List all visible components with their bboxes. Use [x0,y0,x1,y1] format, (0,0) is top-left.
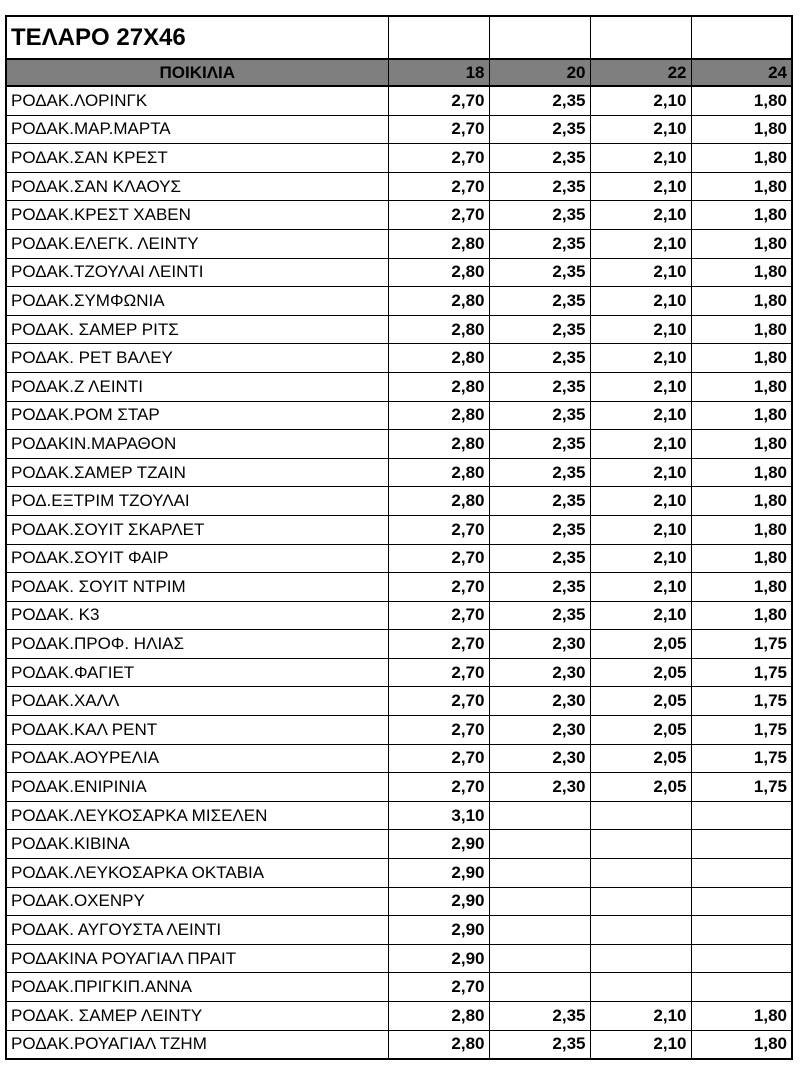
price-cell[interactable]: 2,70 [388,773,489,802]
table-row [6,773,792,802]
price-cell[interactable]: 2,70 [388,544,489,573]
price-cell[interactable]: 1,80 [691,487,792,516]
table-row [6,172,792,201]
table-row [6,401,792,430]
price-cell[interactable]: 2,35 [489,172,590,201]
price-cell[interactable]: 1,80 [691,287,792,316]
price-cell[interactable]: 2,80 [388,258,489,287]
variety-name-cell[interactable]: ΡΟΔΑΚ.ΣΑΜΕΡ ΤΖΑΙΝ [6,458,388,487]
price-cell[interactable]: 2,80 [388,1002,489,1031]
price-cell[interactable]: 1,75 [691,716,792,745]
table-row [6,201,792,230]
price-cell[interactable]: 2,10 [590,229,691,258]
price-cell[interactable]: 2,10 [590,573,691,602]
price-cell[interactable]: 2,80 [388,487,489,516]
price-cell[interactable] [691,887,792,916]
price-cell[interactable]: 2,35 [489,287,590,316]
table-row [6,573,792,602]
variety-name-cell[interactable]: ΡΟΔΑΚ. ΑΥΓΟΥΣΤΑ ΛΕΙΝΤΙ [6,916,388,945]
price-cell[interactable]: 1,80 [691,573,792,602]
price-cell[interactable] [489,830,590,859]
table-row [6,944,792,973]
table-row [6,487,792,516]
price-cell[interactable]: 2,35 [489,258,590,287]
table-row [6,430,792,459]
price-cell[interactable]: 2,70 [388,86,489,115]
price-cell[interactable]: 1,80 [691,458,792,487]
price-cell[interactable]: 1,80 [691,229,792,258]
price-cell[interactable]: 1,80 [691,430,792,459]
price-cell[interactable]: 2,70 [388,115,489,144]
price-sheet [5,15,793,1060]
table-row [6,716,792,745]
price-cell[interactable]: 2,10 [590,201,691,230]
variety-name-cell[interactable]: ΡΟΔΑΚ.ΕΝΙΡΙΝΙΑ [6,773,388,802]
variety-name-cell[interactable]: ΡΟΔ.ΕΞΤΡΙΜ ΤΖΟΥΛΑΙ [6,487,388,516]
price-cell[interactable]: 2,70 [388,573,489,602]
table-row [6,287,792,316]
price-cell[interactable]: 2,90 [388,859,489,888]
price-cell[interactable]: 1,80 [691,544,792,573]
price-cell[interactable]: 2,80 [388,372,489,401]
price-cell[interactable]: 2,10 [590,315,691,344]
empty-cell[interactable] [590,16,691,59]
price-cell[interactable]: 2,10 [590,344,691,373]
price-cell[interactable]: 2,35 [489,1002,590,1031]
price-cell[interactable]: 1,80 [691,144,792,173]
table-row [6,916,792,945]
price-cell[interactable]: 2,70 [388,744,489,773]
table-row [6,258,792,287]
variety-name-cell[interactable]: ΡΟΔΑΚ. ΣΑΜΕΡ ΛΕΙΝΤΥ [6,1002,388,1031]
table-row [6,144,792,173]
price-cell[interactable]: 2,70 [388,172,489,201]
price-cell[interactable] [590,801,691,830]
variety-name-cell[interactable]: ΡΟΔΑΚ.ΣΥΜΦΩΝΙΑ [6,287,388,316]
price-cell[interactable]: 2,80 [388,458,489,487]
price-cell[interactable]: 2,10 [590,487,691,516]
price-cell[interactable]: 2,10 [590,144,691,173]
table-row [6,1030,792,1059]
variety-name-cell[interactable]: ΡΟΔΑΚ.ΠΡΟΦ. ΗΛΙΑΣ [6,630,388,659]
price-cell[interactable] [691,859,792,888]
table-row [6,544,792,573]
price-cell[interactable]: 2,70 [388,687,489,716]
price-cell[interactable]: 2,30 [489,716,590,745]
price-cell[interactable]: 2,05 [590,630,691,659]
price-cell[interactable]: 1,75 [691,773,792,802]
header-row [6,59,792,86]
price-cell[interactable]: 1,80 [691,372,792,401]
price-cell[interactable]: 1,80 [691,258,792,287]
price-cell[interactable] [590,859,691,888]
price-cell[interactable]: 1,80 [691,172,792,201]
price-cell[interactable] [691,973,792,1002]
price-cell[interactable]: 1,80 [691,344,792,373]
price-cell[interactable] [590,973,691,1002]
variety-name-cell[interactable]: ΡΟΔΑΚ.ΛΕΥΚΟΣΑΡΚΑ ΜΙΣΕΛΕΝ [6,801,388,830]
price-cell[interactable]: 2,90 [388,944,489,973]
variety-name-cell[interactable]: ΡΟΔΑΚ.ΛΕΥΚΟΣΑΡΚΑ ΟΚΤΑΒΙΑ [6,859,388,888]
price-cell[interactable] [489,859,590,888]
column-header-variety[interactable]: ΠΟΙΚΙΛΙΑ [6,59,388,86]
price-cell[interactable]: 2,30 [489,744,590,773]
price-cell[interactable]: 2,10 [590,515,691,544]
price-cell[interactable]: 2,80 [388,1030,489,1059]
variety-name-cell[interactable]: ΡΟΔΑΚ.ΚΙΒΙΝΑ [6,830,388,859]
table-row [6,801,792,830]
price-cell[interactable] [691,916,792,945]
price-cell[interactable]: 2,80 [388,344,489,373]
price-cell[interactable]: 2,10 [590,372,691,401]
price-cell[interactable]: 2,10 [590,172,691,201]
table-row [6,344,792,373]
price-cell[interactable]: 1,80 [691,1002,792,1031]
price-cell[interactable]: 1,80 [691,86,792,115]
price-cell[interactable]: 2,10 [590,458,691,487]
variety-name-cell[interactable]: ΡΟΔΑΚ.ΜΑΡ.ΜΑΡΤΑ [6,115,388,144]
price-cell[interactable]: 1,80 [691,201,792,230]
price-cell[interactable]: 2,35 [489,115,590,144]
sheet-title[interactable]: ΤΕΛΑΡΟ 27Χ46 [6,16,388,59]
price-cell[interactable]: 2,35 [489,458,590,487]
empty-cell[interactable] [489,16,590,59]
price-cell[interactable] [489,973,590,1002]
table-row [6,658,792,687]
variety-name-cell[interactable]: ΡΟΔΑΚ.ΦΑΓΙΕΤ [6,658,388,687]
variety-name-cell[interactable]: ΡΟΔΑΚ.ΣΑΝ ΚΡΕΣΤ [6,144,388,173]
table-row [6,687,792,716]
price-cell[interactable]: 1,80 [691,401,792,430]
price-cell[interactable]: 2,35 [489,1030,590,1059]
table-row [6,115,792,144]
price-cell[interactable]: 1,80 [691,115,792,144]
price-cell[interactable]: 2,80 [388,315,489,344]
variety-name-cell[interactable]: ΡΟΔΑΚ.ΑΟΥΡΕΛΙΑ [6,744,388,773]
price-cell[interactable] [489,944,590,973]
price-cell[interactable]: 2,05 [590,687,691,716]
variety-name-cell[interactable]: ΡΟΔΑΚ. Κ3 [6,601,388,630]
variety-name-cell[interactable]: ΡΟΔΑΚ.ΚΑΛ ΡΕΝΤ [6,716,388,745]
price-cell[interactable]: 2,70 [388,515,489,544]
price-cell[interactable]: 2,90 [388,830,489,859]
price-cell[interactable]: 1,80 [691,601,792,630]
price-cell[interactable]: 1,75 [691,687,792,716]
column-header-size[interactable]: 22 [590,59,691,86]
variety-name-cell[interactable]: ΡΟΔΑΚ.ΤΖΟΥΛΑΙ ΛΕΙΝΤΙ [6,258,388,287]
price-cell[interactable]: 2,35 [489,573,590,602]
price-cell[interactable]: 1,75 [691,658,792,687]
price-table [5,15,793,1060]
price-cell[interactable] [691,944,792,973]
price-cell[interactable]: 2,10 [590,601,691,630]
price-cell[interactable]: 2,35 [489,601,590,630]
empty-cell[interactable] [388,16,489,59]
table-row [6,86,792,115]
price-cell[interactable]: 2,05 [590,744,691,773]
price-cell[interactable]: 2,10 [590,86,691,115]
price-cell[interactable] [590,887,691,916]
table-row [6,372,792,401]
price-cell[interactable]: 2,35 [489,86,590,115]
price-cell[interactable]: 2,80 [388,430,489,459]
price-cell[interactable]: 2,70 [388,716,489,745]
table-row [6,1002,792,1031]
variety-name-cell[interactable]: ΡΟΔΑΚ.ΛΟΡΙΝΓΚ [6,86,388,115]
variety-name-cell[interactable]: ΡΟΔΑΚ. ΣΟΥΙΤ ΝΤΡΙΜ [6,573,388,602]
price-cell[interactable]: 1,80 [691,1030,792,1059]
price-cell[interactable]: 2,35 [489,401,590,430]
price-table-body [6,16,792,1059]
variety-name-cell[interactable]: ΡΟΔΑΚ.ΣΟΥΙΤ ΦΑΙΡ [6,544,388,573]
table-row [6,601,792,630]
price-cell[interactable]: 1,75 [691,630,792,659]
variety-name-cell[interactable]: ΡΟΔΑΚ.ΟΧΕΝΡΥ [6,887,388,916]
variety-name-cell[interactable]: ΡΟΔΑΚ. ΣΑΜΕΡ ΡΙΤΣ [6,315,388,344]
price-cell[interactable]: 2,70 [388,601,489,630]
price-cell[interactable] [489,916,590,945]
price-cell[interactable] [489,801,590,830]
price-cell[interactable]: 2,10 [590,115,691,144]
price-cell[interactable]: 2,05 [590,658,691,687]
price-cell[interactable]: 2,30 [489,773,590,802]
price-cell[interactable] [691,801,792,830]
price-cell[interactable]: 2,35 [489,487,590,516]
variety-name-cell[interactable]: ΡΟΔΑΚ.ΕΛΕΓΚ. ΛΕΙΝΤΥ [6,229,388,258]
price-cell[interactable]: 2,10 [590,287,691,316]
variety-name-cell[interactable]: ΡΟΔΑΚ.ΠΡΙΓΚΙΠ.ΑΝΝΑ [6,973,388,1002]
price-cell[interactable]: 2,70 [388,201,489,230]
price-cell[interactable]: 2,80 [388,229,489,258]
price-cell[interactable]: 2,35 [489,344,590,373]
price-cell[interactable]: 2,35 [489,372,590,401]
variety-name-cell[interactable]: ΡΟΔΑΚ.ΣΑΝ ΚΛΑΟΥΣ [6,172,388,201]
price-cell[interactable]: 2,35 [489,515,590,544]
variety-name-cell[interactable]: ΡΟΔΑΚ.ΣΟΥΙΤ ΣΚΑΡΛΕΤ [6,515,388,544]
table-row [6,859,792,888]
price-cell[interactable]: 2,35 [489,430,590,459]
column-header-size[interactable]: 18 [388,59,489,86]
price-cell[interactable]: 2,80 [388,401,489,430]
price-cell[interactable]: 2,05 [590,716,691,745]
price-cell[interactable]: 2,35 [489,315,590,344]
column-header-size[interactable]: 20 [489,59,590,86]
price-cell[interactable]: 1,75 [691,744,792,773]
price-cell[interactable]: 1,80 [691,315,792,344]
price-cell[interactable]: 2,10 [590,258,691,287]
price-cell[interactable] [590,944,691,973]
price-cell[interactable]: 2,70 [388,658,489,687]
price-cell[interactable]: 2,35 [489,544,590,573]
table-row [6,630,792,659]
price-cell[interactable]: 2,30 [489,630,590,659]
price-cell[interactable]: 2,90 [388,916,489,945]
price-cell[interactable]: 2,90 [388,887,489,916]
table-row [6,973,792,1002]
variety-name-cell[interactable]: ΡΟΔΑΚΙΝ.ΜΑΡΑΘΟΝ [6,430,388,459]
variety-name-cell[interactable]: ΡΟΔΑΚ.ΧΑΛΛ [6,687,388,716]
table-row [6,887,792,916]
price-cell[interactable]: 2,10 [590,430,691,459]
price-cell[interactable]: 2,10 [590,401,691,430]
variety-name-cell[interactable]: ΡΟΔΑΚ. ΡΕΤ ΒΑΛΕΥ [6,344,388,373]
price-cell[interactable]: 2,10 [590,1030,691,1059]
price-cell[interactable]: 2,35 [489,144,590,173]
price-cell[interactable]: 2,10 [590,544,691,573]
title-row [6,16,792,59]
variety-name-cell[interactable]: ΡΟΔΑΚΙΝΑ ΡΟΥΑΓΙΑΛ ΠΡΑΙΤ [6,944,388,973]
price-cell[interactable] [590,830,691,859]
price-cell[interactable]: 2,70 [388,973,489,1002]
variety-name-cell[interactable]: ΡΟΔΑΚ.ΚΡΕΣΤ ΧΑΒΕΝ [6,201,388,230]
column-header-size[interactable]: 24 [691,59,792,86]
table-row [6,744,792,773]
table-row [6,229,792,258]
empty-cell[interactable] [691,16,792,59]
price-cell[interactable]: 2,35 [489,201,590,230]
price-cell[interactable]: 2,70 [388,144,489,173]
price-cell[interactable] [590,916,691,945]
price-cell[interactable]: 2,35 [489,229,590,258]
table-row [6,830,792,859]
price-cell[interactable]: 2,05 [590,773,691,802]
price-cell[interactable]: 1,80 [691,515,792,544]
price-cell[interactable]: 2,30 [489,687,590,716]
variety-name-cell[interactable]: ΡΟΔΑΚ.ΡΟΜ ΣΤΑΡ [6,401,388,430]
price-cell[interactable] [489,887,590,916]
variety-name-cell[interactable]: ΡΟΔΑΚ.ΡΟΥΑΓΙΑΛ ΤΖΗΜ [6,1030,388,1059]
price-cell[interactable]: 2,30 [489,658,590,687]
price-cell[interactable] [691,830,792,859]
table-row [6,315,792,344]
table-row [6,458,792,487]
price-cell[interactable]: 2,80 [388,287,489,316]
table-row [6,515,792,544]
price-cell[interactable]: 3,10 [388,801,489,830]
price-cell[interactable]: 2,10 [590,1002,691,1031]
price-cell[interactable]: 2,70 [388,630,489,659]
variety-name-cell[interactable]: ΡΟΔΑΚ.Ζ ΛΕΙΝΤΙ [6,372,388,401]
